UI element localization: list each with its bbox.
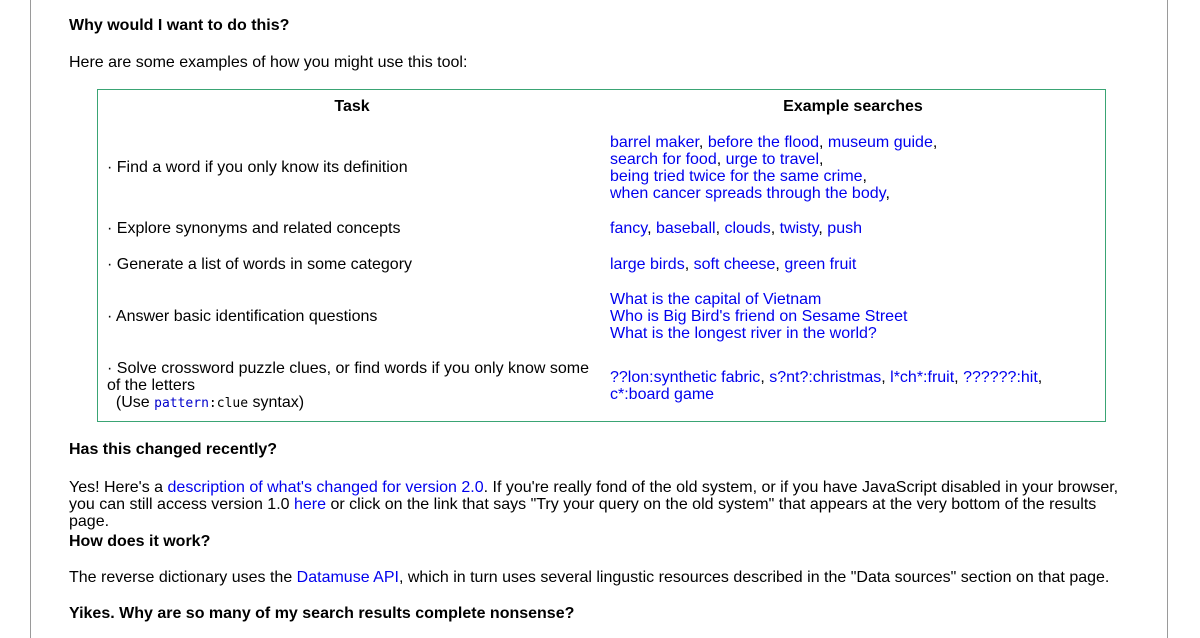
clue-code: clue: [216, 396, 249, 411]
task-cell: · Answer basic identification questions: [107, 308, 378, 325]
example-link[interactable]: Who is Big Bird's friend on Sesame Street: [610, 308, 908, 325]
example-link[interactable]: clouds: [724, 220, 771, 237]
example-link[interactable]: push: [827, 220, 862, 237]
how-heading: How does it work?: [69, 533, 211, 550]
task-cell: · Explore synonyms and related concepts: [107, 220, 401, 237]
example-link[interactable]: green fruit: [784, 256, 857, 273]
examples-table: [97, 89, 1106, 422]
old-version-link[interactable]: here: [294, 496, 327, 513]
example-link[interactable]: s?nt?:christmas: [769, 369, 882, 386]
example-link[interactable]: fancy: [610, 220, 648, 237]
examples-cell: fancy, baseball, clouds, twisty, push: [610, 220, 862, 237]
how-text: , which in turn uses several lingustic resources described in the "Data sources" section on that page.: [398, 569, 1110, 586]
how-text: The reverse dictionary uses the: [69, 569, 297, 586]
changed-paragraph: [69, 479, 1119, 530]
changed-heading: Has this changed recently?: [69, 441, 278, 458]
example-link[interactable]: search for food: [610, 151, 717, 168]
examples-cell: ??lon:synthetic fabric, s?nt?:christmas, l*ch*:fruit, ??????:hit, c*:board game: [610, 369, 1043, 403]
example-link[interactable]: barrel maker: [610, 134, 699, 151]
task-use-text: syntax): [248, 394, 305, 411]
task-cell: · Find a word if you only know its definition: [107, 159, 408, 176]
examples-cell: [610, 291, 1090, 342]
example-link[interactable]: museum guide: [827, 134, 933, 151]
task-use-text: (Use: [115, 394, 155, 411]
example-link[interactable]: l*ch*:fruit: [890, 369, 955, 386]
example-link[interactable]: baseball: [655, 220, 716, 237]
changed-text: . If you're really fond of the old system, or if you have JavaScript disabled in your browser, you can still access version 1.0: [69, 479, 1119, 513]
example-link[interactable]: c*:board game: [610, 386, 715, 403]
examples-cell: large birds, soft cheese, green fruit: [610, 256, 857, 273]
table-header-examples: Example searches: [783, 98, 923, 115]
task-cell: [107, 360, 597, 412]
pattern-code: pattern: [154, 396, 209, 411]
example-link[interactable]: when cancer spreads through the body: [610, 185, 886, 202]
example-link[interactable]: What is the longest river in the world?: [610, 325, 877, 342]
datamuse-api-link[interactable]: Datamuse API: [296, 569, 399, 586]
example-link[interactable]: being tried twice for the same crime: [610, 168, 863, 185]
yikes-heading: Yikes. Why are so many of my search results complete nonsense?: [69, 605, 575, 622]
why-heading: Why would I want to do this?: [69, 17, 290, 34]
table-header-task: Task: [334, 98, 370, 115]
example-link[interactable]: before the flood: [707, 134, 820, 151]
example-link[interactable]: ??lon:synthetic fabric: [610, 369, 761, 386]
examples-cell: barrel maker, before the flood, museum guide, search for food, urge to travel, being tried twice for the same crime, when cancer spreads through the body,: [610, 134, 938, 202]
example-link[interactable]: urge to travel: [725, 151, 820, 168]
changes-link[interactable]: description of what's changed for version 2.0: [167, 479, 484, 496]
example-link[interactable]: What is the capital of Vietnam: [610, 291, 822, 308]
changed-text: or click on the link that says "Try your query on the old system" that appears at the very bottom of the results page.: [69, 496, 1097, 530]
colon-code: :: [208, 396, 217, 411]
page-container: [30, 0, 1168, 638]
why-intro: Here are some examples of how you might use this tool:: [69, 54, 468, 71]
example-link[interactable]: ??????:hit: [963, 369, 1038, 386]
changed-text: Yes! Here's a: [69, 479, 168, 496]
task-text: · Solve crossword puzzle clues, or find words if you only know some of the letters: [107, 360, 589, 394]
example-link[interactable]: twisty: [779, 220, 819, 237]
example-link[interactable]: soft cheese: [693, 256, 776, 273]
how-paragraph: [69, 569, 1119, 586]
example-link[interactable]: large birds: [610, 256, 685, 273]
task-cell: · Generate a list of words in some category: [107, 256, 413, 273]
